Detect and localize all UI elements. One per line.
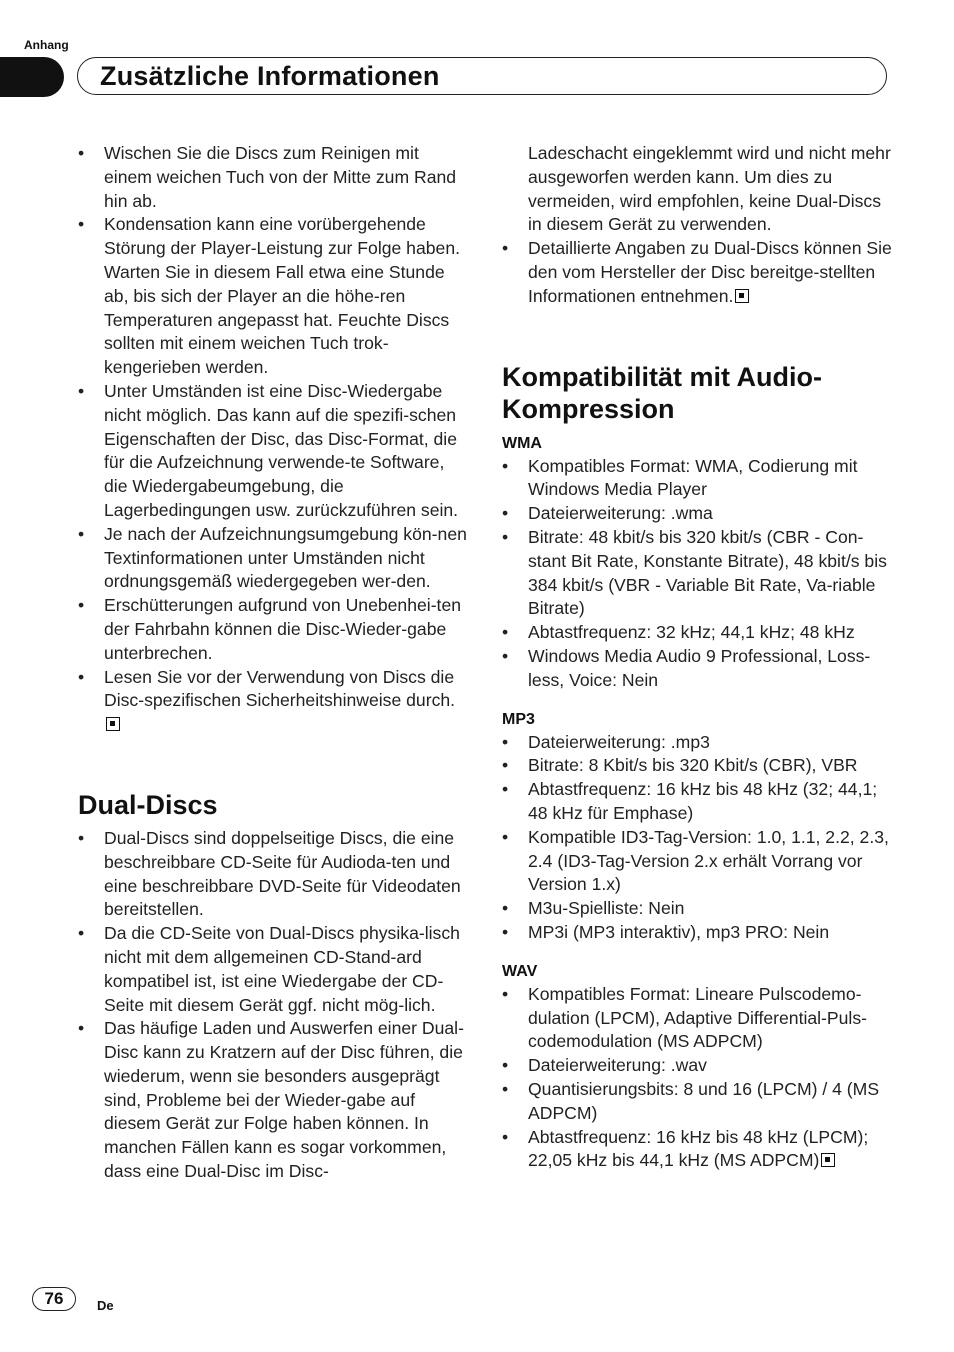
list-item: • Wischen Sie die Discs zum Reinigen mit einem weichen Tuch von der Mitte zum Rand hin ab. <box>78 142 470 213</box>
list-item: • Detaillierte Angaben zu Dual-Discs können Sie den vom Hersteller der Disc bereitge-stellten Informationen entnehmen. <box>502 237 894 308</box>
dual-discs-list <box>78 827 470 1184</box>
page-number: 76 <box>32 1287 76 1311</box>
list-item: • Dateierweiterung: .wav <box>502 1054 894 1078</box>
list-item: • M3u-Spielliste: Nein <box>502 897 894 921</box>
list-item: • Kompatibles Format: Lineare Pulscodemo-dulation (LPCM), Adaptive Differential-Puls-codemodulation (MS ADPCM) <box>502 983 894 1054</box>
wma-heading: WMA <box>502 434 542 452</box>
section-tab-marker <box>0 57 64 97</box>
continued-paragraph: Ladeschacht eingeklemmt wird und nicht mehr ausgeworfen werden kann. Um dies zu vermeiden, wird empfohlen, keine Dual-Discs in diesem Gerät zu verwenden. <box>528 143 891 235</box>
list-item: • Dateierweiterung: .mp3 <box>502 731 894 755</box>
left-column <box>78 142 470 1184</box>
list-item: • Das häufige Laden und Auswerfen einer Dual-Disc kann zu Kratzern auf der Disc führen, die wiederum, wenn sie besonders ausgeprägt sind, Probleme bei der Wieder-gabe auf diesem Gerät zur Folge haben können. In manchen Fällen kann es sogar vorkommen, dass eine Dual-Disc im Disc- <box>78 1017 470 1184</box>
list-item: • Je nach der Aufzeichnungsumgebung kön-nen Textinformationen unter Umständen nicht ordnungsgemäß wiedergegeben wer-den. <box>78 523 470 594</box>
list-item: • Dateierweiterung: .wma <box>502 502 894 526</box>
list-item: • Dual-Discs sind doppelseitige Discs, die eine beschreibbare CD-Seite für Audioda-ten und eine beschreibbare DVD-Seite für Videodaten bereitstellen. <box>78 827 470 922</box>
list-item: • Kompatible ID3-Tag-Version: 1.0, 1.1, 2.2, 2.3, 2.4 (ID3-Tag-Version 2.x erhält Vorrang vor Version 1.x) <box>502 826 894 897</box>
end-of-section-icon <box>821 1153 835 1167</box>
list-item: • Quantisierungsbits: 8 und 16 (LPCM) / 4 (MS ADPCM) <box>502 1078 894 1126</box>
list-item: • Windows Media Audio 9 Professional, Loss-less, Voice: Nein <box>502 645 894 693</box>
wav-heading: WAV <box>502 962 538 980</box>
disc-care-list <box>78 142 470 737</box>
list-item: • Lesen Sie vor der Verwendung von Discs die Disc-spezifischen Sicherheitshinweise durch. <box>78 666 470 737</box>
end-of-section-icon <box>735 289 749 303</box>
list-item: • MP3i (MP3 interaktiv), mp3 PRO: Nein <box>502 921 894 945</box>
list-item: • Abtastfrequenz: 16 kHz bis 48 kHz (32; 44,1; 48 kHz für Emphase) <box>502 778 894 826</box>
dual-discs-heading: Dual-Discs <box>78 789 218 820</box>
chapter-header <box>77 57 887 95</box>
list-item: • Erschütterungen aufgrund von Unebenhei-ten der Fahrbahn können die Disc-Wieder-gabe unterbrechen. <box>78 594 470 665</box>
wav-list <box>502 983 894 1173</box>
list-item: • Kondensation kann eine vorübergehende Störung der Player-Leistung zur Folge haben. Warten Sie in diesem Fall etwa eine Stunde ab, bis sich der Player an die höhe-ren Temperaturen angepasst hat. Feuchte Discs sollten mit einem weichen Tuch trok-kengerieben werden. <box>78 213 470 380</box>
language-code: De <box>97 1298 114 1313</box>
mp3-list <box>502 731 894 945</box>
list-item: • Abtastfrequenz: 32 kHz; 44,1 kHz; 48 kHz <box>502 621 894 645</box>
list-item: • Bitrate: 48 kbit/s bis 320 kbit/s (CBR - Con-stant Bit Rate, Konstante Bitrate), 48 kbit/s bis 384 kbit/s (VBR - Variable Bit Rate, Va-riable Bitrate) <box>502 526 894 621</box>
end-of-section-icon <box>106 717 120 731</box>
list-item: • Unter Umständen ist eine Disc-Wiedergabe nicht möglich. Das kann auf die spezifi-schen Eigenschaften der Disc, das Disc-Format, die für die Aufzeichnung verwende-te Software, die Wiedergabeumgebung, die Lagerbedingungen usw. zurückzuführen sein. <box>78 380 470 523</box>
list-item: • Kompatibles Format: WMA, Codierung mit Windows Media Player <box>502 455 894 503</box>
mp3-heading: MP3 <box>502 710 535 728</box>
section-label: Anhang <box>24 38 69 52</box>
list-item: • Da die CD-Seite von Dual-Discs physika-lisch nicht mit dem allgemeinen CD-Stand-ard kompatibel ist, ist eine Wiedergabe der CD-Seite mit diesem Gerät ggf. nicht mög-lich. <box>78 922 470 1017</box>
chapter-title: Zusätzliche Informationen <box>100 61 440 91</box>
dual-discs-list-continued <box>502 237 894 308</box>
wma-list <box>502 455 894 693</box>
right-column <box>502 142 894 1173</box>
list-item: • Abtastfrequenz: 16 kHz bis 48 kHz (LPCM); 22,05 kHz bis 44,1 kHz (MS ADPCM) <box>502 1126 894 1174</box>
list-item: • Bitrate: 8 Kbit/s bis 320 Kbit/s (CBR), VBR <box>502 754 894 778</box>
compat-heading: Kompatibilität mit Audio-Kompression <box>502 361 822 424</box>
